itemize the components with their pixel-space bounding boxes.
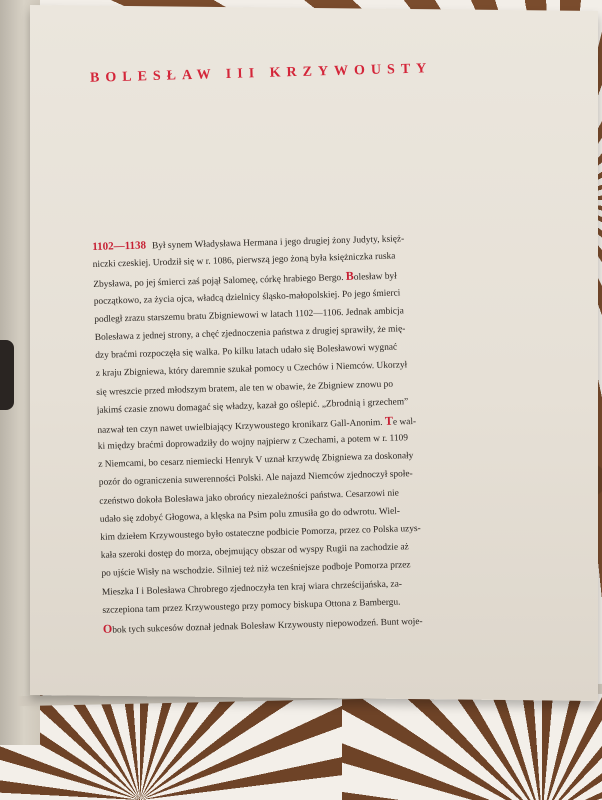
text-line: szczepiona tam przez Krzywoustego przy pomocy biskupa Ottona z Bambergu. bbox=[102, 597, 401, 616]
tablecloth-bottom-right bbox=[342, 690, 602, 800]
red-initial: T bbox=[384, 413, 394, 428]
text-line: się wreszcie przed młodszym bratem, ale ten w obawie, że Zbigniew znowu po bbox=[96, 379, 394, 398]
text-line: z Niemcami, bo cesarz niemiecki Henryk V uznał krzywdę Zbigniewa za doskonały bbox=[98, 451, 414, 471]
text-line: jakimś czasie znowu domagać się władzy, kazał go oślepić. „Zbrodnią i grzechem” bbox=[96, 396, 409, 416]
text-line: czeństwo dokoła Bolesława jako obrońcy niezależności państwa. Cesarzowi nie bbox=[99, 488, 400, 507]
body-text bbox=[92, 227, 511, 638]
text-line: udało się zdobyć Głogowa, a klęska na Psim polu zmusiła go do odwrotu. Wiel- bbox=[99, 506, 401, 525]
text-line: kała szeroki dostęp do morza, obejmujący obszar od wyspy Rugii na zachodzie aż bbox=[100, 542, 409, 562]
thumb bbox=[0, 340, 14, 410]
red-initial: O bbox=[102, 621, 113, 636]
text-line: pozór do ograniczenia suwerenności Polski. Ale najazd Niemców zjednoczył społe- bbox=[98, 469, 413, 489]
date-range: 1102—1138 bbox=[92, 239, 147, 253]
text-line: z kraju Zbigniewa, który daremnie szukał pomocy u Czechów i Niemców. Ukorzył bbox=[95, 360, 408, 380]
text-line: po ujście Wisły na wschodzie. Silniej też niż wcześniejsze podboje Pomorza przez bbox=[101, 560, 411, 580]
text-line: Obok tych sukcesów doznał jednak Bolesław Krzywousty niepowodzeń. Bunt woje- bbox=[102, 616, 423, 636]
red-initial: B bbox=[345, 269, 355, 284]
text-line: podległ zrazu starszemu bratu Zbigniewowi w latach 1102—1106. Jednak ambicja bbox=[94, 306, 404, 325]
text-line: nazwał ten czyn nawet uwielbiający Krzywoustego kronikarz Gall-Anonim. Te wal- bbox=[97, 413, 417, 436]
text-line: niczki czeskiej. Urodził się w r. 1086, pierwszą jego żoną była księżniczka ruska bbox=[92, 251, 396, 271]
chapter-heading: BOLESŁAW III KRZYWOUSTY bbox=[89, 61, 433, 86]
text-line: Mieszka I i Bolesława Chrobrego zjednoczyła ten kraj wiara chrześcijańska, za- bbox=[101, 579, 403, 598]
text-line: ki między braćmi doprowadziły do wojny najpierw z Czechami, a potem w r. 1109 bbox=[97, 433, 409, 452]
text-line: początkowo, za życia ojca, władcą dzielnicy śląsko-małopolskiej. Po jego śmierci bbox=[93, 287, 401, 307]
text-line: Zbysława, po jej śmierci zaś pojął Salomeę, córkę hrabiego Bergo. Bolesław był bbox=[93, 269, 397, 291]
text-line: Bolesława z jednej strony, a chęć zjednoczenia państwa z drugiej sprawiły, że mię- bbox=[94, 324, 406, 343]
text-line: dzy braćmi rozpoczęła się walka. Po kilku latach udało się Bolesławowi wygnać bbox=[95, 342, 398, 362]
text-line: kim dziełem Krzywoustego było ostateczne podbicie Pomorza, przez co Polska uzys- bbox=[100, 523, 421, 543]
text-line: 1102—1138 Był synem Władysława Hermana i jego drugiej żony Judyty, księż- bbox=[92, 234, 405, 253]
